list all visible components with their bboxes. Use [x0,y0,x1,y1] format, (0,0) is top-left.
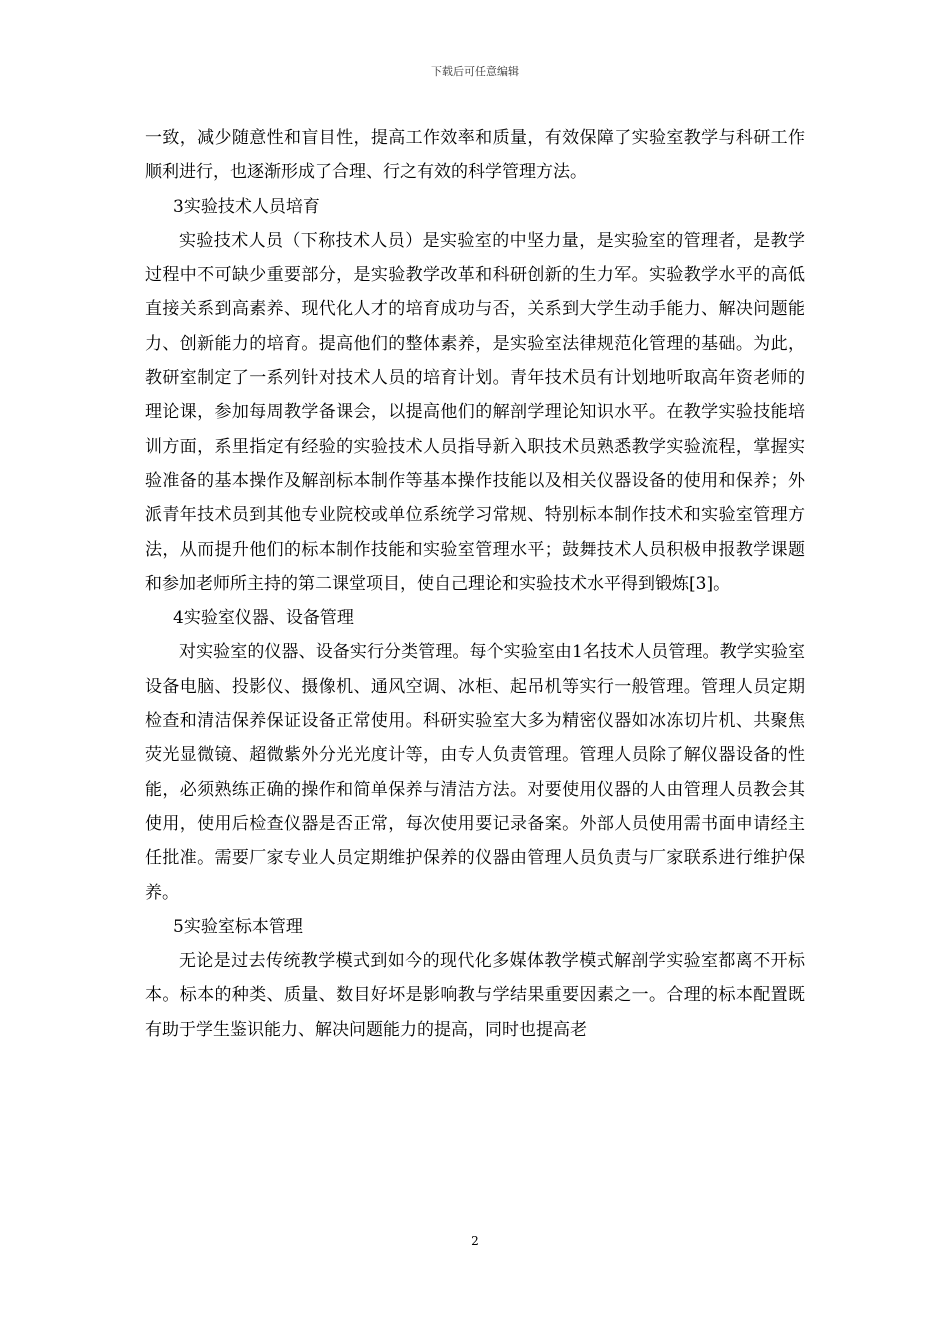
section-heading-5: 5实验室标本管理 [173,916,303,937]
page-header: 下载后可任意编辑 [431,65,519,78]
paragraph-continuation: 一致，减少随意性和盲目性，提高工作效率和质量，有效保障了实验室教学与科研工作顺利进行，也逐渐形成了合理、行之有效的科学管理方法。 [145,128,805,183]
paragraph-equipment: 对实验室的仪器、设备实行分类管理。每个实验室由1名技术人员管理。教学实验室设备电脑、投影仪、摄像机、通风空调、冰柜、起吊机等实行一般管理。管理人员定期检查和清洁保养保证设备正常使用。科研实验室大多为精密仪器如冰冻切片机、共聚焦荧光显微镜、超微紫外分光光度计等，由专人负责管理。管理人员除了解仪器设备的性能，必须熟练正确的操作和简单保养与清洁方法。对要使用仪器的人由管理人员教会其使用，使用后检查仪器是否正常，每次使用要记录备案。外部人员使用需书面申请经主任批准。需要厂家专业人员定期维护保养的仪器由管理人员负责与厂家联系进行维护保养。 [145,642,805,903]
page-number: 2 [471,1234,479,1248]
paragraph-technical-staff: 实验技术人员（下称技术人员）是实验室的中坚力量，是实验室的管理者，是教学过程中不可缺少重要部分，是实验教学改革和科研创新的生力军。实验教学水平的高低直接关系到高素养、现代化人才的培育成功与否，关系到大学生动手能力、解决问题能力、创新能力的培育。提高他们的整体素养，是实验室法律规范化管理的基础。为此，教研室制定了一系列针对技术人员的培育计划。青年技术员有计划地听取高年资老师的理论课，参加每周教学备课会，以提高他们的解剖学理论知识水平。在教学实验技能培训方面，系里指定有经验的实验技术人员指导新入职技术员熟悉教学实验流程，掌握实验准备的基本操作及解剖标本制作等基本操作技能以及相关仪器设备的使用和保养；外派青年技术员到其他专业院校或单位系统学习常规、特别标本制作技术和实验室管理方法，从而提升他们的标本制作技能和实验室管理水平；鼓舞技术人员积极申报教学课题和参加老师所主持的第二课堂项目，使自己理论和实验技术水平得到锻炼[3]。 [145,230,805,594]
document-body [145,121,805,1047]
paragraph-specimens: 无论是过去传统教学模式到如今的现代化多媒体教学模式解剖学实验室都离不开标本。标本的种类、质量、数目好坏是影响教与学结果重要因素之一。合理的标本配置既有助于学生鉴识能力、解决问题能力的提高，同时也提高老 [145,951,805,1040]
section-heading-4: 4实验室仪器、设备管理 [173,608,354,629]
section-heading-3: 3实验技术人员培育 [173,196,320,217]
